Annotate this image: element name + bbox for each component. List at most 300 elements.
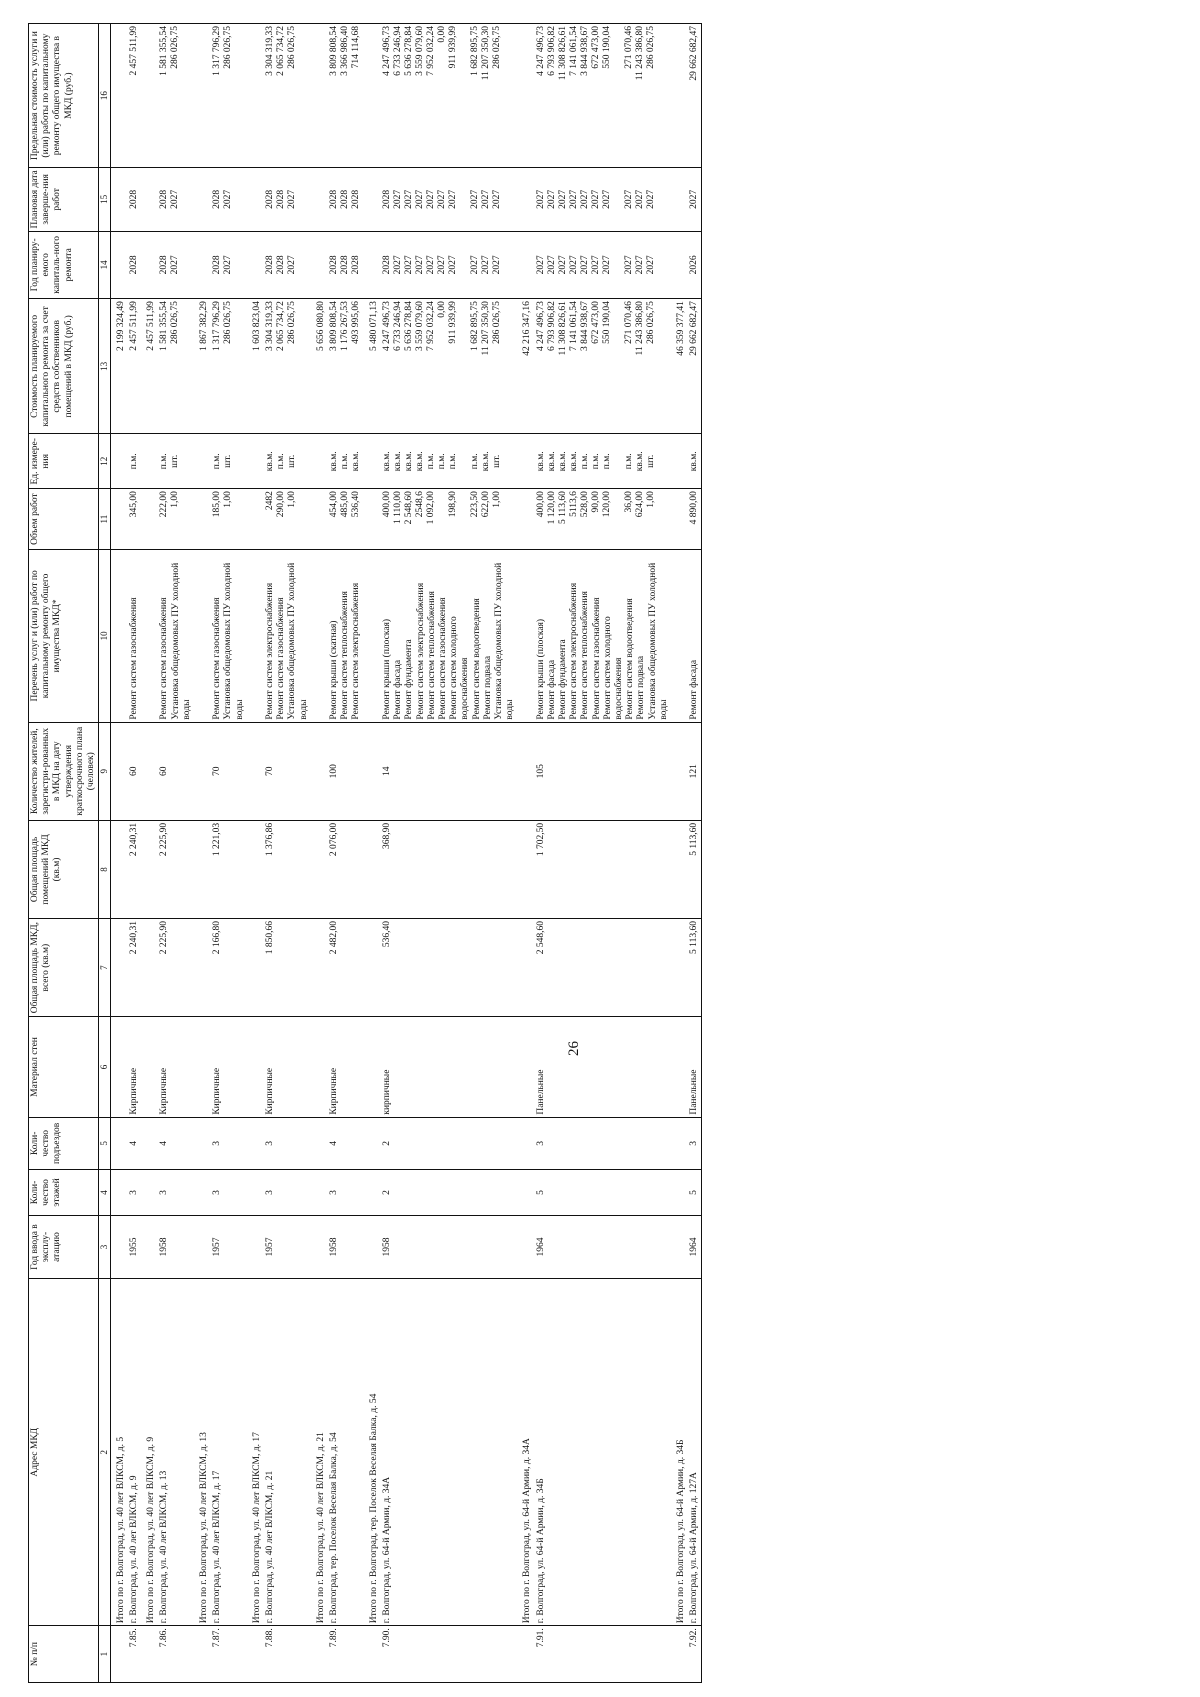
header-cell: Предельная стоимость услуги и (или) работы по капитальному ремонту общего имущества в МКД (руб.) [29,24,99,168]
completion-year: 2027 [170,189,181,209]
limit-cost: 11 243 386,80 [634,26,645,81]
work-unit: п.м. [340,453,351,470]
entrances: 2 [381,1140,392,1146]
work-name: Установка общедомовых ПУ холодной воды [170,562,192,720]
header-cell: № п/п [29,1626,99,1683]
work-name: Ремонт систем газоснабжения [591,597,602,720]
limit-cost: 1 581 355,54 [159,26,170,76]
repair-year: 2028 [381,255,392,275]
premises-area: 1 702,50 [535,822,546,857]
work-name: Ремонт систем газоснабжения [159,597,170,720]
work-volume: 454,00 [329,491,340,518]
column-number: 16 [99,24,111,168]
completion-year: 2027 [425,189,436,209]
build-year: 1958 [381,1237,392,1257]
total-area: 2 166,80 [212,921,223,955]
floors: 5 [535,1190,546,1195]
work-name: Ремонт систем газоснабжения [212,597,223,720]
work-name: Ремонт фасада [393,659,404,720]
work-unit: кв.м. [414,451,425,472]
work-cost: 11 207 350,30 [480,301,491,356]
limit-cost: 3 304 319,33 [265,26,276,76]
limit-cost: 2 065 734,72 [276,26,287,76]
build-year: 1955 [129,1237,140,1257]
total-row [364,24,381,1683]
repair-year: 2027 [436,255,447,275]
rotated-table-container [28,23,1168,1683]
column-number: 15 [99,168,111,231]
total-label: Итого по г. Волгоград, ул. 40 лет ВЛКСМ, д. 13 [199,1432,210,1624]
work-volume: 400,00 [381,491,392,518]
limit-cost: 6 733 246,94 [392,26,403,76]
work-volume: 36,00 [623,491,634,513]
work-unit: кв.м. [480,451,491,472]
repair-year: 2027 [223,255,234,275]
work-cost: 4 247 496,73 [381,301,392,352]
work-unit: п.м. [469,453,480,470]
column-number: 4 [99,1170,111,1216]
column-number-row [99,24,111,1683]
header-cell: Плановая дата заверше-ния работ [29,168,99,231]
repair-year: 2028 [212,255,223,275]
table-row [211,24,247,1683]
total-cost: 2 199 324,49 [115,301,126,352]
premises-area: 2 240,31 [129,822,140,857]
table-body [110,24,702,1683]
work-volume: 622,00 [480,491,491,518]
completion-year: 2027 [469,189,480,209]
work-name: Ремонт крыши (скатная) [329,620,340,720]
repair-year: 2028 [265,255,276,275]
work-volume: 536,40 [351,491,362,518]
total-area: 536,40 [381,921,392,948]
completion-year: 2027 [414,189,425,209]
repair-year: 2027 [170,255,181,275]
work-unit: п.м. [212,453,223,470]
work-name: Установка общедомовых ПУ холодной воды [287,562,309,720]
repair-year: 2028 [159,255,170,275]
total-label: Итого по г. Волгоград, ул. 40 лет ВЛКСМ, д. 9 [146,1436,157,1624]
total-area: 2 240,31 [129,921,140,955]
work-unit: шт. [223,454,234,468]
work-cost: 286 026,75 [170,301,181,344]
limit-cost: 11 207 350,30 [480,26,491,81]
work-volume: 2548,6 [414,491,425,518]
work-cost: 550 190,04 [601,301,612,344]
limit-cost: 29 662 682,47 [689,26,700,81]
work-volume: 1 110,00 [392,491,403,524]
work-name: Ремонт систем теплоснабжения [580,591,591,720]
work-volume: 290,00 [276,491,287,518]
work-name: Ремонт подвала [482,655,493,720]
work-volume: 1,00 [223,491,234,508]
repair-year: 2027 [645,255,656,275]
limit-cost: 11 308 826,61 [557,26,568,81]
work-unit: шт. [170,454,181,468]
row-number: 7.90. [381,1628,392,1648]
completion-year: 2027 [689,189,700,209]
completion-year: 2027 [590,189,601,209]
work-volume: 400,00 [535,491,546,518]
completion-year: 2027 [392,189,403,209]
work-unit: шт. [491,454,502,468]
work-volume: 1,00 [287,491,298,508]
completion-year: 2027 [287,189,298,209]
repair-year: 2027 [568,255,579,275]
work-name: Ремонт систем газоснабжения [437,597,448,720]
work-unit: п.м. [129,453,140,470]
column-number: 7 [99,919,111,1017]
address: г. Волгоград, ул. 40 лет ВЛКСМ, д. 17 [212,1470,223,1624]
row-number: 7.91. [535,1628,546,1648]
repair-year: 2027 [403,255,414,275]
work-cost: 29 662 682,47 [689,301,700,356]
limit-cost: 714 114,68 [351,26,362,69]
work-cost: 672 473,00 [590,301,601,344]
work-name: Установка общедомовых ПУ холодной воды [493,562,516,720]
work-cost: 4 247 496,73 [535,301,546,352]
wall-material: кирпичные [381,1069,392,1115]
work-volume: 222,00 [159,491,170,518]
limit-cost: 0,00 [436,26,447,43]
work-unit: п.м. [276,453,287,470]
work-name: Ремонт фундамента [557,639,568,720]
header-cell: Ед. измере-ния [29,434,99,489]
residents: 14 [381,766,392,776]
build-year: 1964 [535,1237,546,1257]
entrances: 4 [329,1140,340,1146]
limit-cost: 271 070,46 [623,26,634,69]
residents: 60 [129,766,140,776]
repair-year: 2028 [340,255,351,275]
work-name: Ремонт систем электроснабжения [265,582,276,720]
premises-area: 368,90 [381,822,392,849]
limit-cost: 1 317 796,29 [212,26,223,76]
limit-cost: 672 473,00 [590,26,601,69]
work-volume: 185,00 [212,491,223,518]
work-cost: 6 793 906,82 [546,301,557,352]
work-unit: п.м. [601,453,612,470]
column-number: 12 [99,434,111,489]
entrances: 4 [159,1140,170,1146]
column-number: 8 [99,820,111,918]
repair-year: 2027 [623,255,634,275]
work-unit: кв.м. [392,451,403,472]
build-year: 1958 [159,1237,170,1257]
header-cell: Общая площадь МКД, всего (кв.м) [29,919,99,1017]
work-unit: п.м. [447,453,458,470]
total-row [194,24,211,1683]
work-unit: п.м. [623,453,634,470]
repair-year: 2027 [392,255,403,275]
work-unit: кв.м. [557,451,568,472]
column-number: 2 [99,1279,111,1626]
work-name: Ремонт систем теплоснабжения [340,591,351,720]
total-area: 2 548,60 [535,921,546,955]
row-number: 7.89. [329,1628,340,1648]
address: г. Волгоград, ул. 64-й Армии, д. 127А [689,1472,700,1624]
repair-year: 2028 [351,255,362,275]
completion-year: 2027 [491,189,502,209]
header-row [29,24,99,1683]
repair-year: 2028 [329,255,340,275]
completion-year: 2028 [212,189,223,209]
residents: 60 [159,766,170,776]
floors: 3 [329,1190,340,1195]
repair-year: 2027 [557,255,568,275]
repair-year: 2027 [579,255,590,275]
work-unit: п.м. [590,453,601,470]
work-unit: шт. [287,454,298,468]
completion-year: 2027 [535,189,546,209]
work-volume: 5113,6 [568,491,579,517]
completion-year: 2027 [546,189,557,209]
header-cell: Количество жителей, зарегистри-рованных в МКД на дату утверждения краткосрочного плана (человек) [29,722,99,820]
column-number: 9 [99,722,111,820]
wall-material: Кирпичные [329,1067,340,1115]
completion-year: 2027 [601,189,612,209]
limit-cost: 7 141 061,54 [568,26,579,76]
build-year: 1958 [329,1237,340,1257]
work-volume: 528,00 [579,491,590,518]
work-unit: кв.м. [381,451,392,472]
total-cost: 1 867 382,29 [199,301,210,352]
table-row [128,24,141,1683]
header-cell: Перечень услуг и (или) работ по капитальному ремонту общего имущества МКД* [29,550,99,722]
column-number: 14 [99,231,111,299]
work-volume: 90,00 [590,491,601,513]
column-number: 10 [99,550,111,722]
work-cost: 2 457 511,99 [129,301,140,351]
work-cost: 7 141 061,54 [568,301,579,352]
row-number: 7.87. [212,1628,223,1648]
build-year: 1964 [689,1237,700,1257]
total-cost: 46 359 377,41 [675,301,686,356]
limit-cost: 2 457 511,99 [129,26,140,76]
work-cost: 5 636 278,84 [403,301,414,352]
work-name: Ремонт систем водоотведения [471,598,482,720]
limit-cost: 3 559 079,60 [414,26,425,76]
work-name: Ремонт систем теплоснабжения [426,591,437,720]
residents: 121 [689,764,700,779]
work-name: Ремонт фундамента [404,639,415,720]
work-name: Ремонт фасада [546,659,557,720]
completion-year: 2028 [159,189,170,209]
limit-cost: 3 809 808,54 [329,26,340,76]
limit-cost: 286 026,75 [645,26,656,69]
header-cell: Коли-чество подъездов [29,1117,99,1169]
work-volume: 120,00 [601,491,612,518]
completion-year: 2027 [223,189,234,209]
completion-year: 2028 [329,189,340,209]
limit-cost: 286 026,75 [287,26,298,69]
work-unit: кв.м. [634,451,645,472]
column-number: 1 [99,1626,111,1683]
completion-year: 2027 [480,189,491,209]
wall-material: Панельные [535,1069,546,1115]
column-number: 5 [99,1117,111,1169]
table-row [264,24,311,1683]
table-row [535,24,671,1683]
work-unit: кв.м. [568,451,579,472]
table-header [29,24,111,1683]
header-cell: Стоимость планируемого капитального ремонта за счет средств собственников помещений в МКД (руб.) [29,299,99,434]
work-unit: кв.м. [546,451,557,472]
repair-year: 2027 [590,255,601,275]
address: г. Волгоград, ул. 40 лет ВЛКСМ, д. 9 [129,1475,140,1624]
work-cost: 3 844 938,67 [579,301,590,352]
work-cost: 2 065 734,72 [276,301,287,352]
repair-year: 2026 [689,255,700,275]
work-volume: 4 890,00 [689,491,700,525]
work-volume: 1,00 [645,491,656,508]
work-cost: 1 317 796,29 [212,301,223,352]
work-cost: 286 026,75 [223,301,234,344]
completion-year: 2028 [276,189,287,209]
repair-year: 2027 [601,255,612,275]
premises-area: 5 113,60 [689,822,700,856]
work-unit: п.м. [579,453,590,470]
completion-year: 2027 [623,189,634,209]
work-cost: 11 308 826,61 [557,301,568,356]
floors: 2 [381,1190,392,1195]
work-unit: шт. [645,454,656,468]
completion-year: 2027 [579,189,590,209]
build-year: 1957 [212,1237,223,1257]
work-cost: 271 070,46 [623,301,634,344]
work-cost: 3 559 079,60 [414,301,425,352]
work-cost: 911 939,99 [447,301,458,344]
repair-plan-table [28,23,702,1683]
work-cost: 493 995,06 [351,301,362,344]
work-cost: 0,00 [436,301,447,318]
completion-year: 2027 [447,189,458,209]
total-label: Итого по г. Волгоград, ул. 64-й Армии, д. 34А [522,1438,533,1624]
work-name: Ремонт крыши (плоская) [381,618,392,720]
work-unit: кв.м. [535,451,546,472]
premises-area: 2 225,90 [159,822,170,857]
work-cost: 3 809 808,54 [329,301,340,352]
work-cost: 6 733 246,94 [392,301,403,352]
total-cost: 5 656 080,80 [315,301,326,352]
total-row [311,24,328,1683]
work-volume: 1 092,00 [425,491,436,525]
work-cost: 1 581 355,54 [159,301,170,352]
work-name: Ремонт систем газоснабжения [276,597,287,720]
limit-cost: 286 026,75 [223,26,234,69]
limit-cost: 286 026,75 [491,26,502,69]
limit-cost: 3 366 986,40 [340,26,351,76]
completion-year: 2028 [351,189,362,209]
entrances: 3 [535,1140,546,1146]
address: г. Волгоград, ул. 40 лет ВЛКСМ, д. 13 [159,1470,170,1624]
wall-material: Кирпичные [129,1067,140,1115]
address: г. Волгоград, ул. 40 лет ВЛКСМ, д. 21 [265,1470,276,1624]
work-unit: п.м. [159,453,170,470]
work-unit: кв.м. [403,451,414,472]
wall-material: Кирпичные [159,1067,170,1115]
row-number: 7.85. [129,1628,140,1648]
header-cell: Общая площадь помещений МКД (кв.м) [29,820,99,918]
completion-year: 2027 [436,189,447,209]
work-volume: 1,00 [170,491,181,508]
limit-cost: 4 247 496,73 [535,26,546,76]
table-row [328,24,364,1683]
entrances: 3 [265,1140,276,1146]
work-unit: кв.м. [689,451,700,472]
total-cost: 2 457 511,99 [146,301,157,351]
header-cell: Год планиру-емого капиталь-ного ремонта [29,231,99,299]
completion-year: 2028 [381,189,392,209]
header-cell: Материал стен [29,1017,99,1117]
total-cost: 1 603 823,04 [251,301,262,352]
total-area: 5 113,60 [689,921,700,954]
limit-cost: 911 939,99 [447,26,458,69]
row-number: 7.92. [689,1628,700,1648]
table-row [158,24,194,1683]
total-cost: 5 480 071,13 [368,301,379,352]
work-volume: 2 548,60 [403,491,414,525]
wall-material: Панельные [689,1069,700,1115]
repair-year: 2027 [425,255,436,275]
address: г. Волгоград, ул. 64-й Армии, д. 34А [381,1476,392,1624]
work-volume [437,491,448,547]
entrances: 4 [129,1140,140,1146]
repair-year: 2027 [546,255,557,275]
repair-year: 2028 [276,255,287,275]
total-row [110,24,128,1683]
work-volume: 485,00 [340,491,351,518]
work-name: Ремонт фасада [689,659,700,720]
total-label: Итого по г. Волгоград, ул. 40 лет ВЛКСМ, д. 17 [251,1432,262,1624]
floors: 5 [689,1190,700,1195]
limit-cost: 550 190,04 [601,26,612,69]
work-name: Установка общедомовых ПУ холодной воды [647,562,669,720]
completion-year: 2027 [557,189,568,209]
work-name: Ремонт крыши (плоская) [535,618,546,720]
completion-year: 2027 [634,189,645,209]
work-volume: 5 113,60 [557,491,568,524]
work-volume: 1 120,00 [546,491,557,525]
table-row [688,24,702,1683]
premises-area: 1 376,86 [265,822,276,857]
header-cell: Коли-чество этажей [29,1170,99,1216]
completion-year: 2028 [129,189,140,209]
completion-year: 2027 [568,189,579,209]
column-number: 3 [99,1215,111,1278]
floors: 3 [159,1190,170,1195]
limit-cost: 4 247 496,73 [381,26,392,76]
total-area: 1 850,66 [265,921,276,955]
total-label: Итого по г. Волгоград, ул. 40 лет ВЛКСМ, д. 21 [315,1432,326,1624]
repair-year: 2027 [480,255,491,275]
residents: 105 [535,764,546,779]
completion-year: 2028 [265,189,276,209]
row-number: 7.86. [159,1628,170,1648]
work-cost: 1 176 267,53 [340,301,351,352]
residents: 100 [329,764,340,779]
entrances: 3 [212,1140,223,1146]
work-unit: п.м. [436,453,447,470]
total-area: 2 225,90 [159,921,170,955]
work-cost: 11 243 386,80 [634,301,645,356]
total-label: Итого по г. Волгоград, ул. 40 лет ВЛКСМ, д. 5 [115,1436,126,1624]
work-unit: п.м. [425,453,436,470]
premises-area: 1 221,03 [212,822,223,857]
work-name: Ремонт систем холодного водоснабжения [449,616,471,720]
work-volume: 223,50 [469,491,480,518]
table-row [381,24,517,1683]
